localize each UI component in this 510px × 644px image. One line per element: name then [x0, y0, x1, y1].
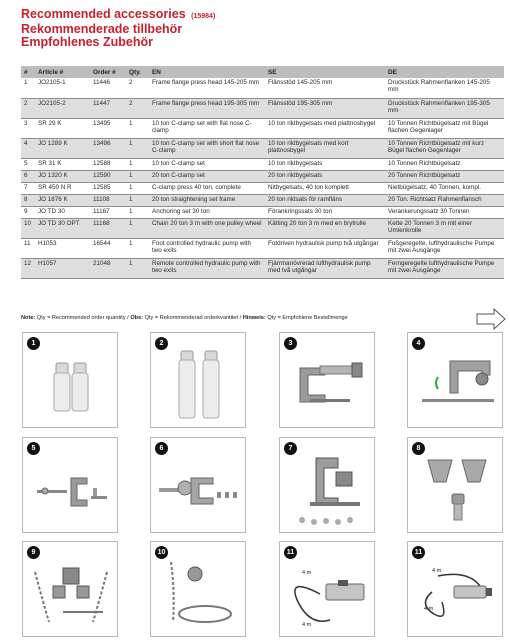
cell-order: 11447 — [90, 98, 126, 118]
product-image-6 — [150, 437, 246, 533]
product-image-8 — [407, 437, 503, 533]
col-de: DE — [385, 66, 504, 78]
cell-order: 11168 — [90, 218, 126, 238]
table-row — [21, 182, 504, 194]
product-image-1 — [22, 332, 118, 428]
cell-en: C-clamp press 40 ton, complete — [149, 182, 265, 194]
cell-article: H1057 — [35, 258, 90, 278]
image-badge: 9 — [27, 546, 40, 559]
cell-number: 5 — [21, 158, 35, 170]
cell-number: 4 — [21, 138, 35, 158]
image-badge: 5 — [27, 442, 40, 455]
cell-se: Fotdriven hydraulisk pump två utgångar — [265, 238, 385, 258]
cell-number: 10 — [21, 218, 35, 238]
cell-de: Verankerungssatz 30 Tonnen — [385, 206, 504, 218]
cell-en: Remote controlled hydraulic pump with two exits — [149, 258, 265, 278]
image-badge: 7 — [284, 442, 297, 455]
product-image-11-foot-pump — [279, 541, 375, 637]
cell-se: 20 ton riktsats för ramfläns — [265, 194, 385, 206]
cell-number: 11 — [21, 238, 35, 258]
table-row — [21, 78, 504, 98]
chain-pulley-icon — [151, 542, 247, 638]
anchoring-set-icon — [23, 542, 119, 638]
cell-qty: 1 — [126, 218, 149, 238]
cell-en: 20 ton C-clamp set — [149, 170, 265, 182]
image-badge: 6 — [155, 442, 168, 455]
cell-number: 12 — [21, 258, 35, 278]
cell-de: Druckstück Rahmenflanken 195-305 mm — [385, 98, 504, 118]
table-row — [21, 138, 504, 158]
note-line — [21, 315, 348, 321]
table-row — [21, 194, 504, 206]
product-image-10 — [150, 541, 246, 637]
cell-order: 21048 — [90, 258, 126, 278]
hose-length-label: 4 m — [432, 568, 442, 574]
cell-qty: 1 — [126, 206, 149, 218]
title-se: Rekommenderade tillbehör — [21, 22, 183, 36]
cell-en: 10 ton C-clamp set with flat nose C-clamp — [149, 118, 265, 138]
cell-de: Kette 20 Tonnen 3 m mit einer Umlenkrolle — [385, 218, 504, 238]
cell-en: Frame flange press head 195-305 mm — [149, 98, 265, 118]
product-image-9 — [22, 541, 118, 637]
cell-en: 20 ton straightening set frame — [149, 194, 265, 206]
cell-se: Fjärrmanövrerad lufthydraulisk pump med två utgångar — [265, 258, 385, 278]
cell-en: 10 ton C-clamp set with short flat nose C-clamp — [149, 138, 265, 158]
cell-qty: 1 — [126, 194, 149, 206]
cell-de: 10 Tonnen Richtbügelsatz mit kurz Bügel flachen Gegenlager — [385, 138, 504, 158]
cell-se: Nitbygelsats, 40 ton komplett — [265, 182, 385, 194]
image-badge: 1 — [27, 337, 40, 350]
cell-en: Chain 20 ton 3 m with one pulley wheel — [149, 218, 265, 238]
note-text-en: Qty = Recommended order quantity / — [36, 315, 129, 321]
title-de: Empfohlenes Zubehör — [21, 35, 153, 49]
cell-en: Frame flange press head 145-205 mm — [149, 78, 265, 98]
product-image-5 — [22, 437, 118, 533]
cell-qty: 2 — [126, 78, 149, 98]
cell-number: 8 — [21, 194, 35, 206]
cell-de: Fußgeregelte, lufthydraulische Pumpe mit zwei Ausgänge — [385, 238, 504, 258]
cell-de: Ferngeregelte lufthydraulische Pumpe mit zwei Ausgänge — [385, 258, 504, 278]
cell-order: 12590 — [90, 170, 126, 182]
c-clamp-icon — [280, 333, 376, 429]
cell-number: 7 — [21, 182, 35, 194]
cell-article: H1053 — [35, 238, 90, 258]
cell-number: 1 — [21, 78, 35, 98]
product-image-2 — [150, 332, 246, 428]
cell-se: Förankringssats 30 ton — [265, 206, 385, 218]
cell-de: 10 Tonnen Richtbügelsatz — [385, 158, 504, 170]
cell-se: 10 ton riktbygelsats — [265, 158, 385, 170]
cell-qty: 1 — [126, 158, 149, 170]
title-en: Recommended accessories (15984) — [21, 7, 216, 21]
hose-length-label: 4 m — [302, 622, 312, 628]
accessories-table — [21, 66, 504, 279]
cell-order: 11108 — [90, 194, 126, 206]
cell-en: Foot controlled hydraulic pump with two exits — [149, 238, 265, 258]
cell-article: SR 29 K — [35, 118, 90, 138]
image-badge: 8 — [412, 442, 425, 455]
table-row — [21, 170, 504, 182]
table-row — [21, 158, 504, 170]
note-text-de: Qty = Empfohlene Bestellmenge — [267, 315, 348, 321]
image-badge: 4 — [412, 337, 425, 350]
cell-order: 11446 — [90, 78, 126, 98]
cell-se: Flänsstöd 145-205 mm — [265, 78, 385, 98]
cell-order: 12588 — [90, 158, 126, 170]
cell-article: JO 1320 K — [35, 170, 90, 182]
remote-pump-icon — [408, 542, 504, 638]
press-head-long-icon — [151, 333, 247, 429]
title-block — [21, 8, 215, 49]
image-badge: 3 — [284, 337, 297, 350]
image-badge: 10 — [155, 546, 168, 559]
cell-article: JO 1289 K — [35, 138, 90, 158]
cell-number: 6 — [21, 170, 35, 182]
col-en: EN — [149, 66, 265, 78]
hose-length-label: 4 m — [424, 606, 434, 612]
note-label-de: Hinweis: — [242, 315, 266, 321]
cell-qty: 1 — [126, 118, 149, 138]
cell-en: Anchoring set 30 ton — [149, 206, 265, 218]
cell-de: 10 Tonnen Richtbügelsatz mit Bügel flachen Gegenlager — [385, 118, 504, 138]
product-image-3 — [279, 332, 375, 428]
cell-de: 20 Ton. Richtsatz Rahmenflansch — [385, 194, 504, 206]
cell-number: 2 — [21, 98, 35, 118]
foot-pump-icon — [280, 542, 376, 638]
cell-se: 10 ton riktbygelsats med plattnosbygel — [265, 118, 385, 138]
image-badge: 11 — [284, 546, 297, 559]
cell-article: JO2105-1 — [35, 78, 90, 98]
cell-se: Kätting 20 ton 3 m med en brytrulle — [265, 218, 385, 238]
c-clamp-press-icon — [280, 438, 376, 534]
table-row — [21, 206, 504, 218]
cell-article: SR 450 N R — [35, 182, 90, 194]
note-label-se: Obs: — [130, 315, 144, 321]
table-row — [21, 238, 504, 258]
cell-qty: 1 — [126, 258, 149, 278]
col-article: Article # — [35, 66, 90, 78]
col-qty: Qty. — [126, 66, 149, 78]
col-order: Order # — [90, 66, 126, 78]
cell-qty: 1 — [126, 138, 149, 158]
cell-order: 13495 — [90, 118, 126, 138]
cell-qty: 1 — [126, 170, 149, 182]
c-clamp-set-icon — [23, 438, 119, 534]
cell-article: JO TD 30 — [35, 206, 90, 218]
note-text-se: Qty = Rekommenderad orderkvantitet / — [144, 315, 242, 321]
note-label-en: Note: — [21, 315, 36, 321]
table-row — [21, 118, 504, 138]
col-number: # — [21, 66, 35, 78]
cell-article: JO 1876 K — [35, 194, 90, 206]
table-row — [21, 98, 504, 118]
cell-order: 16544 — [90, 238, 126, 258]
product-image-11-remote-pump — [407, 541, 503, 637]
table-row — [21, 258, 504, 278]
table-header-row — [21, 66, 504, 78]
cell-se: 20 ton riktbygelsats — [265, 170, 385, 182]
cell-de: Nietbügelsatz, 40 Tonnen, kompl. — [385, 182, 504, 194]
cell-article: JO2105-2 — [35, 98, 90, 118]
cell-article: JO TD 30 OPT — [35, 218, 90, 238]
cell-article: SR 31 K — [35, 158, 90, 170]
product-image-4 — [407, 332, 503, 428]
straightening-set-icon — [408, 438, 504, 534]
next-page-arrow-icon[interactable] — [476, 308, 506, 330]
cell-se: 10 ton riktbygelsats med kort plattnosbygel — [265, 138, 385, 158]
cell-de: 20 Tonnen Richtbügelsatz — [385, 170, 504, 182]
hose-length-label: 4 m — [302, 570, 312, 576]
title-code: (15984) — [191, 13, 216, 20]
cell-qty: 1 — [126, 182, 149, 194]
cell-order: 11167 — [90, 206, 126, 218]
cell-qty: 1 — [126, 238, 149, 258]
col-se: SE — [265, 66, 385, 78]
cell-qty: 2 — [126, 98, 149, 118]
cell-number: 3 — [21, 118, 35, 138]
image-badge: 11 — [412, 546, 425, 559]
cell-order: 13496 — [90, 138, 126, 158]
cell-se: Flänsstöd 195-305 mm — [265, 98, 385, 118]
press-head-icon — [23, 333, 119, 429]
product-image-7 — [279, 437, 375, 533]
cell-en: 10 ton C-clamp set — [149, 158, 265, 170]
c-clamp-set-20-icon — [151, 438, 247, 534]
short-c-clamp-icon — [408, 333, 504, 429]
cell-number: 9 — [21, 206, 35, 218]
cell-de: Druckstück Rahmenflanken 145-205 mm — [385, 78, 504, 98]
table-row — [21, 218, 504, 238]
cell-order: 12585 — [90, 182, 126, 194]
image-badge: 2 — [155, 337, 168, 350]
